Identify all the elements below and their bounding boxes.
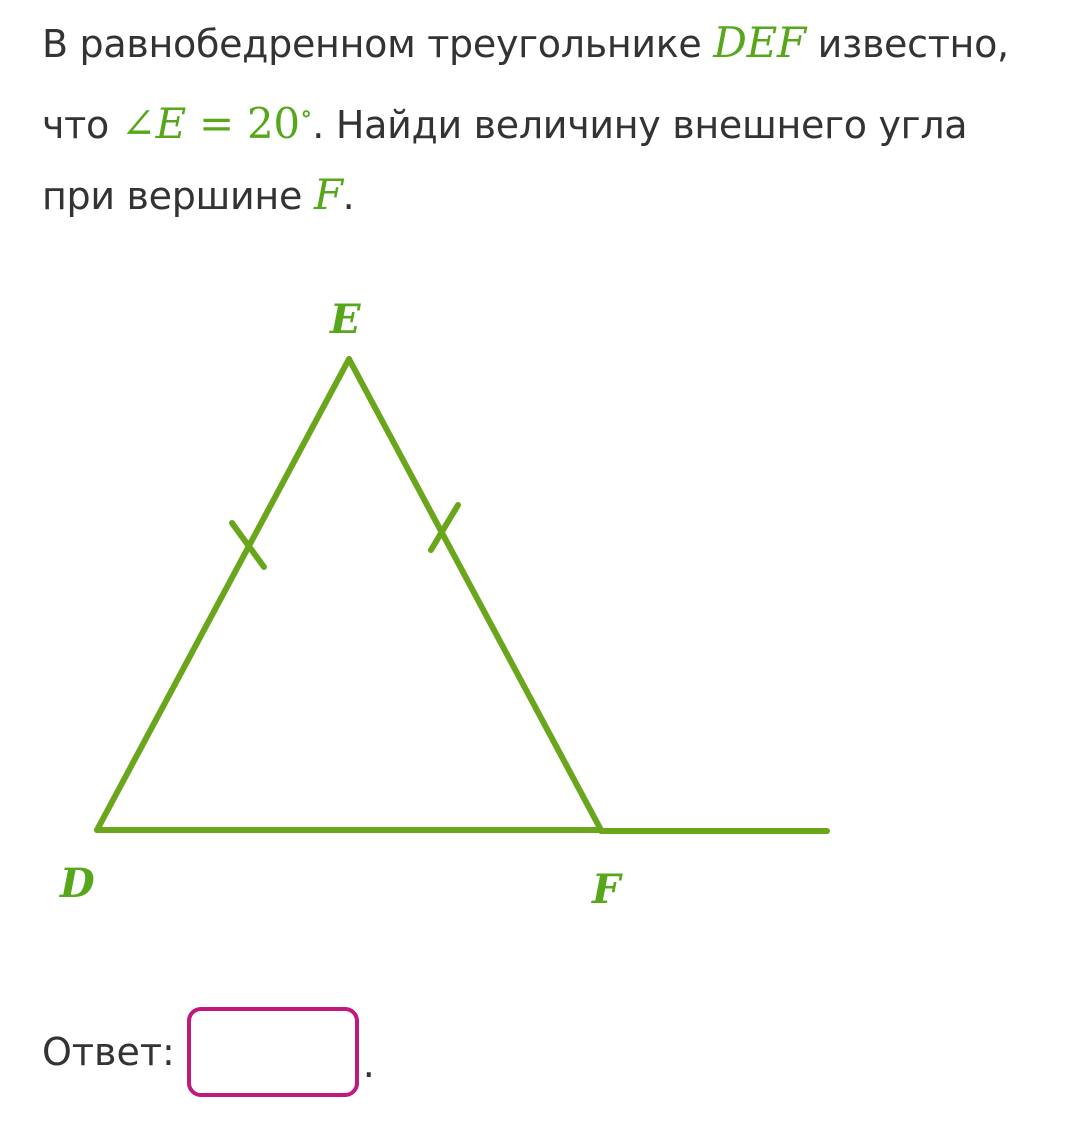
angle-value: 20: [246, 99, 300, 148]
problem-text: известно,: [805, 22, 1009, 66]
answer-label: Ответ:: [42, 1030, 175, 1074]
answer-trailing-dot: .: [362, 1042, 375, 1086]
answer-input[interactable]: [187, 1007, 359, 1097]
problem-text: при вершине: [42, 174, 314, 218]
equals-sign: =: [185, 99, 247, 148]
problem-text: .: [342, 174, 355, 218]
side-de: [97, 359, 349, 830]
problem-text: что: [42, 103, 121, 147]
angle-symbol: ∠: [120, 99, 156, 148]
label-e: E: [330, 296, 361, 343]
degree-symbol: ∘: [299, 99, 313, 129]
vertex-f: F: [313, 170, 343, 219]
triangle-name: DEF: [713, 18, 806, 67]
answer-row: [42, 1003, 375, 1101]
label-f: F: [592, 866, 621, 913]
side-ef: [349, 359, 601, 830]
problem-text: В равнобедренном треугольнике: [42, 22, 714, 66]
angle-vertex: E: [155, 99, 186, 148]
label-d: D: [60, 860, 95, 907]
problem-text: . Найди величину внешнего угла: [312, 103, 968, 147]
